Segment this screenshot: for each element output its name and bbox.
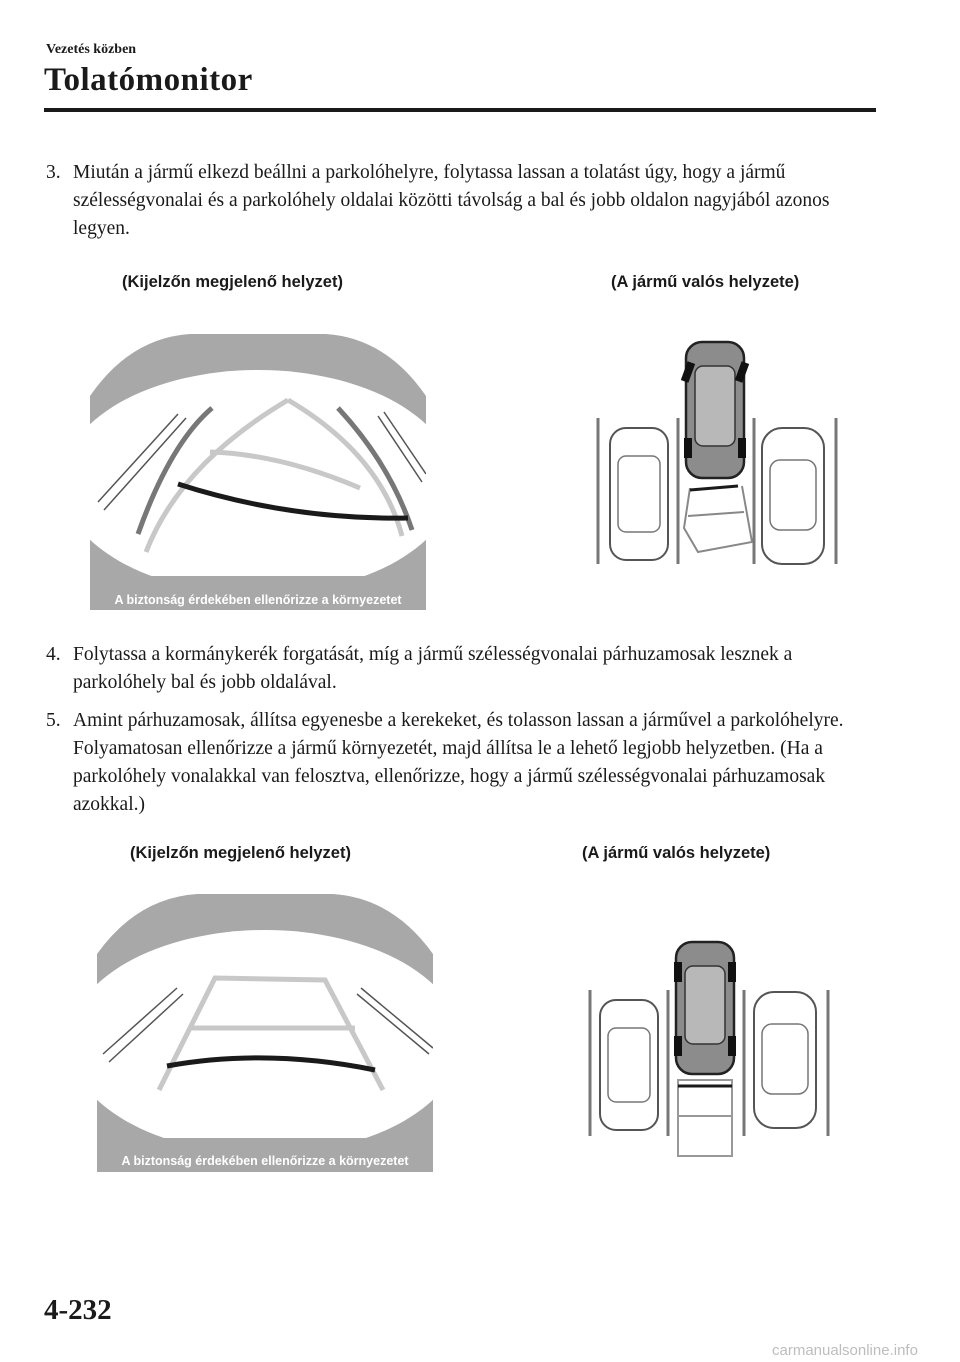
step-number: 3.	[46, 162, 61, 183]
step-number: 4.	[46, 644, 61, 665]
step-text: Folytassa a kormánykerék forgatását, míg a jármű szélességvonalai párhuzamosak lesznek a parkolóhely bal és jobb oldalával.	[73, 644, 793, 693]
actual-position-caption: (A jármű valós helyzete)	[611, 273, 800, 291]
step-5	[46, 707, 866, 819]
safety-warning-text: A biztonság érdekében ellenőrizze a környezetet	[114, 593, 402, 607]
display-position-caption: (Kijelzőn megjelenő helyzet)	[130, 844, 351, 862]
display-position-caption: (Kijelzőn megjelenő helyzet)	[122, 273, 343, 291]
rear-camera-display-2	[97, 894, 433, 1172]
actual-position-diagram-2	[584, 940, 842, 1162]
watermark: carmanualsonline.info	[772, 1342, 918, 1359]
section-label: Vezetés közben	[46, 42, 137, 57]
rear-camera-display-1	[90, 334, 426, 610]
actual-position-diagram-1	[592, 336, 844, 574]
page-number: 4-232	[44, 1294, 112, 1326]
page-title: Tolatómonitor	[44, 62, 253, 98]
step-3	[46, 159, 866, 243]
step-text: Amint párhuzamosak, állítsa egyenesbe a kerekeket, és tolasson lassan a járművel a parkolóhelyre. Folyamatosan ellenőrizze a jármű környezetét, majd állítsa le a lehető legjobb helyzetben. (Ha a parkolóhely vonalakkal van felosztva, ellenőrizze, hogy a jármű szélességvonalai párhuzamosak azokkal.)	[73, 710, 844, 815]
step-number: 5.	[46, 710, 61, 731]
title-divider	[44, 108, 876, 112]
step-4	[46, 641, 866, 697]
actual-position-caption: (A jármű valós helyzete)	[582, 844, 771, 862]
step-text: Miután a jármű elkezd beállni a parkolóhelyre, folytassa lassan a tolatást úgy, hogy a jármű szélességvonalai és a parkolóhely oldalai közötti távolság a bal és jobb oldalon nagyjából azonos legyen.	[73, 162, 830, 239]
safety-warning-text: A biztonság érdekében ellenőrizze a környezetet	[121, 1154, 409, 1168]
